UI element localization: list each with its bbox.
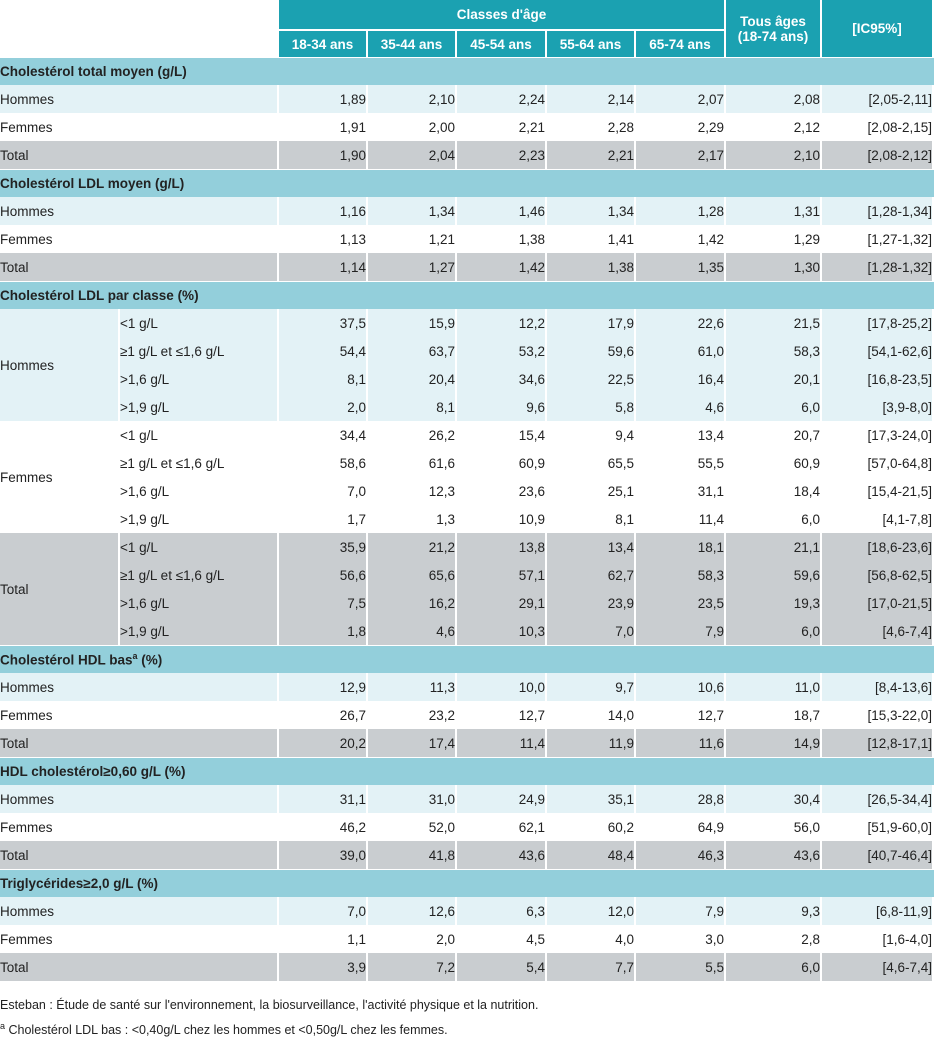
subclass-label: ≥1 g/L et ≤1,6 g/L	[120, 337, 279, 365]
all-ages-cell: 1,31	[726, 197, 822, 225]
value-cell: 56,6	[279, 561, 368, 589]
section-title-text: Cholestérol HDL bas	[0, 652, 133, 668]
footnote	[0, 1016, 934, 1041]
all-ages-cell: 2,08	[726, 85, 822, 113]
age-group-header: 65-74 ans	[636, 29, 726, 57]
ci-cell: [3,9-8,0]	[822, 393, 934, 421]
value-cell: 62,1	[457, 813, 547, 841]
value-cell: 2,00	[368, 113, 457, 141]
subclass-label: <1 g/L	[120, 533, 279, 561]
value-cell: 17,4	[368, 729, 457, 757]
all-ages-cell: 6,0	[726, 505, 822, 533]
value-cell: 57,1	[457, 561, 547, 589]
value-cell: 55,5	[636, 449, 726, 477]
row-label: Hommes	[0, 673, 279, 701]
ci-cell: [15,3-22,0]	[822, 701, 934, 729]
row-label: Femmes	[0, 113, 279, 141]
value-cell: 35,1	[547, 785, 636, 813]
value-cell: 1,38	[547, 253, 636, 281]
value-cell: 2,04	[368, 141, 457, 169]
row-label: Hommes	[0, 897, 279, 925]
footnote-text: Cholestérol LDL bas : <0,40g/L chez les hommes et <0,50g/L chez les femmes.	[5, 1023, 448, 1038]
row-label: Total	[0, 253, 279, 281]
value-cell: 1,46	[457, 197, 547, 225]
value-cell: 31,1	[636, 477, 726, 505]
value-cell: 11,3	[368, 673, 457, 701]
ci-cell: [51,9-60,0]	[822, 813, 934, 841]
value-cell: 3,0	[636, 925, 726, 953]
table-row	[0, 253, 934, 281]
table-row	[0, 365, 934, 393]
value-cell: 11,4	[636, 505, 726, 533]
table-row	[0, 561, 934, 589]
ci-cell: [26,5-34,4]	[822, 785, 934, 813]
all-ages-cell: 9,3	[726, 897, 822, 925]
value-cell: 8,1	[547, 505, 636, 533]
ci-cell: [17,0-21,5]	[822, 589, 934, 617]
table-row	[0, 477, 934, 505]
ci-cell: [6,8-11,9]	[822, 897, 934, 925]
age-group-title: Classes d'âge	[279, 0, 726, 29]
value-cell: 1,8	[279, 617, 368, 645]
section-header-row	[0, 757, 934, 785]
ci-cell: [4,6-7,4]	[822, 617, 934, 645]
subclass-label: <1 g/L	[120, 309, 279, 337]
value-cell: 7,5	[279, 589, 368, 617]
value-cell: 5,5	[636, 953, 726, 981]
all-ages-cell: 21,1	[726, 533, 822, 561]
row-label: Femmes	[0, 701, 279, 729]
value-cell: 2,17	[636, 141, 726, 169]
table-row	[0, 617, 934, 645]
row-label: Femmes	[0, 225, 279, 253]
all-ages-line2: (18-74 ans)	[737, 28, 809, 44]
value-cell: 4,6	[636, 393, 726, 421]
value-cell: 34,6	[457, 365, 547, 393]
group-label: Total	[0, 533, 120, 645]
value-cell: 3,9	[279, 953, 368, 981]
value-cell: 53,2	[457, 337, 547, 365]
ci-cell: [56,8-62,5]	[822, 561, 934, 589]
value-cell: 8,1	[368, 393, 457, 421]
value-cell: 39,0	[279, 841, 368, 869]
value-cell: 1,90	[279, 141, 368, 169]
row-label: Femmes	[0, 925, 279, 953]
section-title	[0, 645, 934, 673]
all-ages-cell: 18,4	[726, 477, 822, 505]
value-cell: 12,7	[636, 701, 726, 729]
row-label: Total	[0, 141, 279, 169]
subclass-label: >1,9 g/L	[120, 393, 279, 421]
value-cell: 9,4	[547, 421, 636, 449]
value-cell: 65,6	[368, 561, 457, 589]
age-group-header: 45-54 ans	[457, 29, 547, 57]
all-ages-cell: 11,0	[726, 673, 822, 701]
ci-cell: [2,08-2,15]	[822, 113, 934, 141]
section-title	[0, 281, 934, 309]
value-cell: 25,1	[547, 477, 636, 505]
all-ages-cell: 59,6	[726, 561, 822, 589]
all-ages-cell: 2,10	[726, 141, 822, 169]
value-cell: 2,21	[547, 141, 636, 169]
ci-cell: [17,3-24,0]	[822, 421, 934, 449]
table-row	[0, 421, 934, 449]
all-ages-cell: 1,30	[726, 253, 822, 281]
value-cell: 1,13	[279, 225, 368, 253]
all-ages-cell: 19,3	[726, 589, 822, 617]
all-ages-cell: 20,7	[726, 421, 822, 449]
value-cell: 1,1	[279, 925, 368, 953]
value-cell: 12,0	[547, 897, 636, 925]
source-note: Esteban : Étude de santé sur l'environnement, la biosurveillance, l'activité physique et la nutrition.	[0, 998, 539, 1012]
value-cell: 28,8	[636, 785, 726, 813]
all-ages-header	[726, 0, 822, 57]
value-cell: 64,9	[636, 813, 726, 841]
ci-cell: [2,08-2,12]	[822, 141, 934, 169]
value-cell: 12,6	[368, 897, 457, 925]
value-cell: 2,10	[368, 85, 457, 113]
value-cell: 54,4	[279, 337, 368, 365]
ci-header: [IC95%]	[822, 0, 934, 57]
value-cell: 7,0	[279, 897, 368, 925]
value-cell: 1,38	[457, 225, 547, 253]
value-cell: 11,4	[457, 729, 547, 757]
value-cell: 43,6	[457, 841, 547, 869]
value-cell: 35,9	[279, 533, 368, 561]
value-cell: 1,34	[547, 197, 636, 225]
value-cell: 1,3	[368, 505, 457, 533]
table-row	[0, 337, 934, 365]
value-cell: 26,7	[279, 701, 368, 729]
all-ages-cell: 2,8	[726, 925, 822, 953]
value-cell: 20,4	[368, 365, 457, 393]
value-cell: 1,27	[368, 253, 457, 281]
all-ages-cell: 60,9	[726, 449, 822, 477]
section-title	[0, 757, 934, 785]
section-header-row	[0, 869, 934, 897]
ci-cell: [2,05-2,11]	[822, 85, 934, 113]
value-cell: 46,3	[636, 841, 726, 869]
ci-cell: [1,28-1,34]	[822, 197, 934, 225]
value-cell: 10,3	[457, 617, 547, 645]
section-title-text: Triglycérides≥2,0 g/L (%)	[0, 876, 158, 891]
table-row	[0, 729, 934, 757]
subclass-label: ≥1 g/L et ≤1,6 g/L	[120, 561, 279, 589]
ci-cell: [16,8-23,5]	[822, 365, 934, 393]
value-cell: 21,2	[368, 533, 457, 561]
all-ages-line1: Tous âges	[740, 13, 806, 29]
value-cell: 2,29	[636, 113, 726, 141]
value-cell: 29,1	[457, 589, 547, 617]
age-group-header: 18-34 ans	[279, 29, 368, 57]
ci-cell: [1,6-4,0]	[822, 925, 934, 953]
header-blank	[0, 0, 279, 57]
value-cell: 10,6	[636, 673, 726, 701]
value-cell: 52,0	[368, 813, 457, 841]
section-title	[0, 169, 934, 197]
value-cell: 1,91	[279, 113, 368, 141]
value-cell: 17,9	[547, 309, 636, 337]
value-cell: 16,2	[368, 589, 457, 617]
ci-cell: [18,6-23,6]	[822, 533, 934, 561]
value-cell: 48,4	[547, 841, 636, 869]
all-ages-cell: 6,0	[726, 617, 822, 645]
value-cell: 23,5	[636, 589, 726, 617]
section-title-text: Cholestérol LDL par classe (%)	[0, 288, 199, 303]
value-cell: 22,5	[547, 365, 636, 393]
value-cell: 10,9	[457, 505, 547, 533]
value-cell: 60,9	[457, 449, 547, 477]
all-ages-cell: 18,7	[726, 701, 822, 729]
group-label: Hommes	[0, 309, 120, 421]
table-row	[0, 309, 934, 337]
subclass-label: >1,6 g/L	[120, 589, 279, 617]
section-title-text: HDL cholestérol≥0,60 g/L (%)	[0, 764, 186, 779]
value-cell: 2,28	[547, 113, 636, 141]
value-cell: 1,21	[368, 225, 457, 253]
table-notes	[0, 995, 934, 1041]
all-ages-cell: 6,0	[726, 953, 822, 981]
value-cell: 5,8	[547, 393, 636, 421]
value-cell: 11,6	[636, 729, 726, 757]
subclass-label: >1,6 g/L	[120, 365, 279, 393]
table-row	[0, 897, 934, 925]
value-cell: 9,7	[547, 673, 636, 701]
ci-cell: [40,7-46,4]	[822, 841, 934, 869]
value-cell: 65,5	[547, 449, 636, 477]
value-cell: 4,6	[368, 617, 457, 645]
value-cell: 20,2	[279, 729, 368, 757]
table-row	[0, 841, 934, 869]
value-cell: 2,23	[457, 141, 547, 169]
value-cell: 14,0	[547, 701, 636, 729]
value-cell: 24,9	[457, 785, 547, 813]
subclass-label: >1,9 g/L	[120, 617, 279, 645]
table-row	[0, 785, 934, 813]
value-cell: 58,3	[636, 561, 726, 589]
value-cell: 1,34	[368, 197, 457, 225]
value-cell: 8,1	[279, 365, 368, 393]
value-cell: 13,4	[547, 533, 636, 561]
value-cell: 15,9	[368, 309, 457, 337]
table-row	[0, 141, 934, 169]
value-cell: 63,7	[368, 337, 457, 365]
all-ages-cell: 20,1	[726, 365, 822, 393]
value-cell: 4,5	[457, 925, 547, 953]
section-title	[0, 869, 934, 897]
subclass-label: ≥1 g/L et ≤1,6 g/L	[120, 449, 279, 477]
value-cell: 12,2	[457, 309, 547, 337]
table-row	[0, 673, 934, 701]
value-cell: 61,6	[368, 449, 457, 477]
value-cell: 31,1	[279, 785, 368, 813]
footnote-mark: a	[0, 1021, 6, 1031]
table-row	[0, 85, 934, 113]
value-cell: 22,6	[636, 309, 726, 337]
value-cell: 31,0	[368, 785, 457, 813]
all-ages-cell: 30,4	[726, 785, 822, 813]
value-cell: 13,4	[636, 421, 726, 449]
section-title	[0, 57, 934, 85]
value-cell: 2,07	[636, 85, 726, 113]
ci-cell: [8,4-13,6]	[822, 673, 934, 701]
value-cell: 4,0	[547, 925, 636, 953]
value-cell: 11,9	[547, 729, 636, 757]
row-label: Femmes	[0, 813, 279, 841]
section-title-footnote-mark: a	[132, 651, 138, 662]
table-row	[0, 953, 934, 981]
value-cell: 7,0	[547, 617, 636, 645]
table-row	[0, 589, 934, 617]
value-cell: 58,6	[279, 449, 368, 477]
ci-cell: [1,28-1,32]	[822, 253, 934, 281]
all-ages-cell: 2,12	[726, 113, 822, 141]
value-cell: 16,4	[636, 365, 726, 393]
value-cell: 18,1	[636, 533, 726, 561]
value-cell: 62,7	[547, 561, 636, 589]
value-cell: 37,5	[279, 309, 368, 337]
table-row	[0, 925, 934, 953]
table-row	[0, 505, 934, 533]
value-cell: 1,28	[636, 197, 726, 225]
value-cell: 7,9	[636, 617, 726, 645]
value-cell: 1,42	[636, 225, 726, 253]
table-row	[0, 393, 934, 421]
value-cell: 2,24	[457, 85, 547, 113]
subclass-label: <1 g/L	[120, 421, 279, 449]
value-cell: 23,9	[547, 589, 636, 617]
value-cell: 5,4	[457, 953, 547, 981]
value-cell: 1,35	[636, 253, 726, 281]
section-header-row	[0, 281, 934, 309]
ci-cell: [4,1-7,8]	[822, 505, 934, 533]
value-cell: 41,8	[368, 841, 457, 869]
value-cell: 12,9	[279, 673, 368, 701]
section-title-suffix: (%)	[137, 652, 163, 668]
all-ages-cell: 6,0	[726, 393, 822, 421]
subclass-label: >1,6 g/L	[120, 477, 279, 505]
table-row	[0, 449, 934, 477]
value-cell: 13,8	[457, 533, 547, 561]
value-cell: 7,2	[368, 953, 457, 981]
all-ages-cell: 58,3	[726, 337, 822, 365]
value-cell: 1,89	[279, 85, 368, 113]
group-label: Femmes	[0, 421, 120, 533]
value-cell: 2,0	[368, 925, 457, 953]
table-row	[0, 225, 934, 253]
all-ages-cell: 14,9	[726, 729, 822, 757]
value-cell: 1,42	[457, 253, 547, 281]
ci-cell: [17,8-25,2]	[822, 309, 934, 337]
value-cell: 2,0	[279, 393, 368, 421]
all-ages-cell: 21,5	[726, 309, 822, 337]
value-cell: 2,14	[547, 85, 636, 113]
section-header-row	[0, 645, 934, 673]
all-ages-cell: 1,29	[726, 225, 822, 253]
value-cell: 26,2	[368, 421, 457, 449]
row-label: Hommes	[0, 85, 279, 113]
value-cell: 46,2	[279, 813, 368, 841]
value-cell: 12,3	[368, 477, 457, 505]
ci-cell: [4,6-7,4]	[822, 953, 934, 981]
ci-cell: [57,0-64,8]	[822, 449, 934, 477]
value-cell: 10,0	[457, 673, 547, 701]
value-cell: 23,2	[368, 701, 457, 729]
subclass-label: >1,9 g/L	[120, 505, 279, 533]
row-label: Total	[0, 841, 279, 869]
table-row	[0, 113, 934, 141]
ci-cell: [15,4-21,5]	[822, 477, 934, 505]
ci-cell: [54,1-62,6]	[822, 337, 934, 365]
row-label: Hommes	[0, 785, 279, 813]
value-cell: 61,0	[636, 337, 726, 365]
value-cell: 1,16	[279, 197, 368, 225]
value-cell: 1,7	[279, 505, 368, 533]
value-cell: 59,6	[547, 337, 636, 365]
value-cell: 7,9	[636, 897, 726, 925]
table-row	[0, 197, 934, 225]
value-cell: 1,14	[279, 253, 368, 281]
table-row	[0, 701, 934, 729]
age-group-header: 55-64 ans	[547, 29, 636, 57]
value-cell: 9,6	[457, 393, 547, 421]
table-row	[0, 813, 934, 841]
table-row	[0, 533, 934, 561]
all-ages-cell: 43,6	[726, 841, 822, 869]
value-cell: 7,0	[279, 477, 368, 505]
ci-cell: [12,8-17,1]	[822, 729, 934, 757]
section-title-text: Cholestérol LDL moyen (g/L)	[0, 176, 185, 191]
row-label: Total	[0, 953, 279, 981]
value-cell: 60,2	[547, 813, 636, 841]
all-ages-cell: 56,0	[726, 813, 822, 841]
value-cell: 2,21	[457, 113, 547, 141]
value-cell: 23,6	[457, 477, 547, 505]
row-label: Total	[0, 729, 279, 757]
ci-cell: [1,27-1,32]	[822, 225, 934, 253]
section-header-row	[0, 57, 934, 85]
value-cell: 1,41	[547, 225, 636, 253]
section-header-row	[0, 169, 934, 197]
row-label: Hommes	[0, 197, 279, 225]
value-cell: 6,3	[457, 897, 547, 925]
section-title-text: Cholestérol total moyen (g/L)	[0, 64, 187, 79]
age-group-header: 35-44 ans	[368, 29, 457, 57]
value-cell: 34,4	[279, 421, 368, 449]
value-cell: 15,4	[457, 421, 547, 449]
value-cell: 7,7	[547, 953, 636, 981]
value-cell: 12,7	[457, 701, 547, 729]
